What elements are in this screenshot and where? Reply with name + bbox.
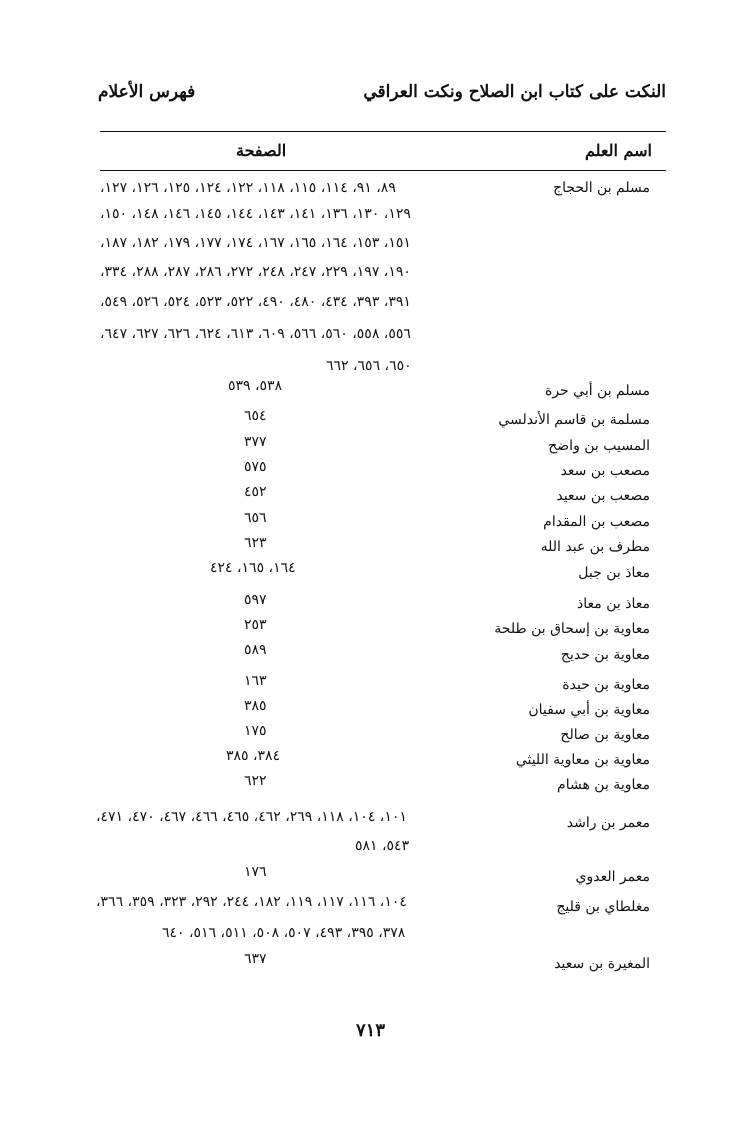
- entry-pages: ٦٥٤: [244, 408, 267, 424]
- entry-pages: ١٥١، ١٥٣، ١٦٤، ١٦٥، ١٦٧، ١٧٤، ١٧٧، ١٧٩، ١٨٢، ١٨٧،: [100, 235, 411, 251]
- entry-name: مسلم بن الحجاج: [553, 180, 650, 196]
- entry-pages: ١٠١، ١٠٤، ١١٨، ٢٦٩، ٤٦٢، ٤٦٥، ٤٦٦، ٤٦٧، ٤٧٠، ٤٧١،: [96, 809, 407, 825]
- entry-pages: ٣٨٥: [244, 698, 267, 714]
- entry-pages: ٣٨٤، ٣٨٥: [226, 748, 281, 764]
- entry-pages: ٥٤٣، ٥٨١: [355, 838, 410, 854]
- entry-pages: ١٧٦: [244, 864, 267, 880]
- entry-name: معاوية بن حيدة: [562, 677, 650, 693]
- entry-name: مسلمة بن قاسم الأندلسي: [498, 412, 650, 428]
- entry-pages: ١٦٤، ١٦٥، ٤٢٤: [210, 560, 296, 576]
- entry-pages: ٤٥٢: [244, 484, 267, 500]
- page-number: ٧١٣: [356, 1020, 386, 1041]
- entry-name: مغلطاي بن قليج: [556, 899, 650, 915]
- entry-pages: ١٠٤، ١١٦، ١١٧، ١١٩، ١٨٢، ٢٤٤، ٢٩٢، ٣٢٣، ٣٥٩، ٣٦٦،: [96, 894, 407, 910]
- entry-pages: ٦٥٠، ٦٥٦، ٦٦٢: [326, 358, 412, 374]
- entry-name: معاوية بن أبي سفيان: [528, 702, 650, 718]
- entry-pages: ٣٧٧: [244, 434, 267, 450]
- entry-pages: ٥٧٥: [244, 459, 267, 475]
- entry-pages: ٥٣٨، ٥٣٩: [228, 378, 283, 394]
- entry-name: معمر العدوي: [575, 869, 650, 885]
- entry-name: معاذ بن جبل: [578, 565, 650, 581]
- entry-name: مصعب بن سعد: [560, 463, 650, 479]
- column-header-pages: الصفحة: [236, 141, 287, 160]
- entry-pages: ١٩٠، ١٩٧، ٢٢٩، ٢٤٧، ٢٤٨، ٢٧٢، ٢٨٦، ٢٨٧، ٢٨٨، ٣٣٤،: [100, 264, 411, 280]
- entry-name: المغيرة بن سعيد: [554, 956, 650, 972]
- entry-pages: ٢٥٣: [244, 617, 267, 633]
- entry-pages: ٦٥٦: [244, 510, 267, 526]
- entry-name: معاوية بن إسحاق بن طلحة: [494, 621, 650, 637]
- entry-pages: ٥٥٦، ٥٥٨، ٥٦٠، ٥٦٦، ٦٠٩، ٦١٣، ٦٢٤، ٦٢٦، ٦٢٧، ٦٤٧،: [100, 326, 411, 342]
- entry-name: مسلم بن أبي حرة: [544, 383, 650, 399]
- entry-pages: ٣٧٨، ٣٩٥، ٤٩٣، ٥٠٧، ٥٠٨، ٥١١، ٥١٦، ٦٤٠: [162, 925, 406, 941]
- entry-name: معمر بن راشد: [566, 815, 650, 831]
- entry-name: معاوية بن صالح: [560, 727, 650, 743]
- running-header-section-title: فهرس الأعلام: [98, 82, 196, 102]
- entry-pages: ٦٣٧: [244, 951, 267, 967]
- entry-pages: ٦٢٢: [244, 773, 267, 789]
- entry-name: مطرف بن عبد الله: [540, 539, 650, 555]
- entry-name: معاوية بن معاوية الليثي: [515, 752, 650, 768]
- entry-name: معاوية بن حديج: [560, 647, 650, 663]
- entry-pages: ٦٢٣: [244, 535, 267, 551]
- entry-pages: ١٦٣: [244, 673, 267, 689]
- entry-pages: ١٧٥: [244, 723, 267, 739]
- running-header-book-title: النكت على كتاب ابن الصلاح ونكت العراقي: [363, 82, 666, 102]
- entry-name: مصعب بن سعيد: [556, 488, 650, 504]
- entry-name: معاذ بن معاذ: [577, 596, 650, 612]
- entry-name: مصعب بن المقدام: [543, 514, 650, 530]
- table-header-rule: [100, 170, 666, 171]
- header-rule: [100, 131, 666, 132]
- entry-pages: ١٢٩، ١٣٠، ١٣٦، ١٤١، ١٤٣، ١٤٤، ١٤٥، ١٤٦، ١٤٨، ١٥٠،: [100, 206, 411, 222]
- entry-pages: ٨٩، ٩١، ١١٤، ١١٥، ١١٨، ١٢٢، ١٢٤، ١٢٥، ١٢٦، ١٢٧،: [100, 180, 396, 196]
- entry-name: معاوية بن هشام: [557, 777, 650, 793]
- entry-name: المسيب بن واضح: [548, 438, 650, 454]
- column-header-name: اسم العلم: [584, 141, 652, 160]
- entry-pages: ٥٨٩: [244, 642, 267, 658]
- entry-pages: ٥٩٧: [244, 592, 267, 608]
- entry-pages: ٣٩١، ٣٩٣، ٤٣٤، ٤٨٠، ٤٩٠، ٥٢٢، ٥٢٣، ٥٢٤، ٥٢٦، ٥٤٩،: [100, 294, 411, 310]
